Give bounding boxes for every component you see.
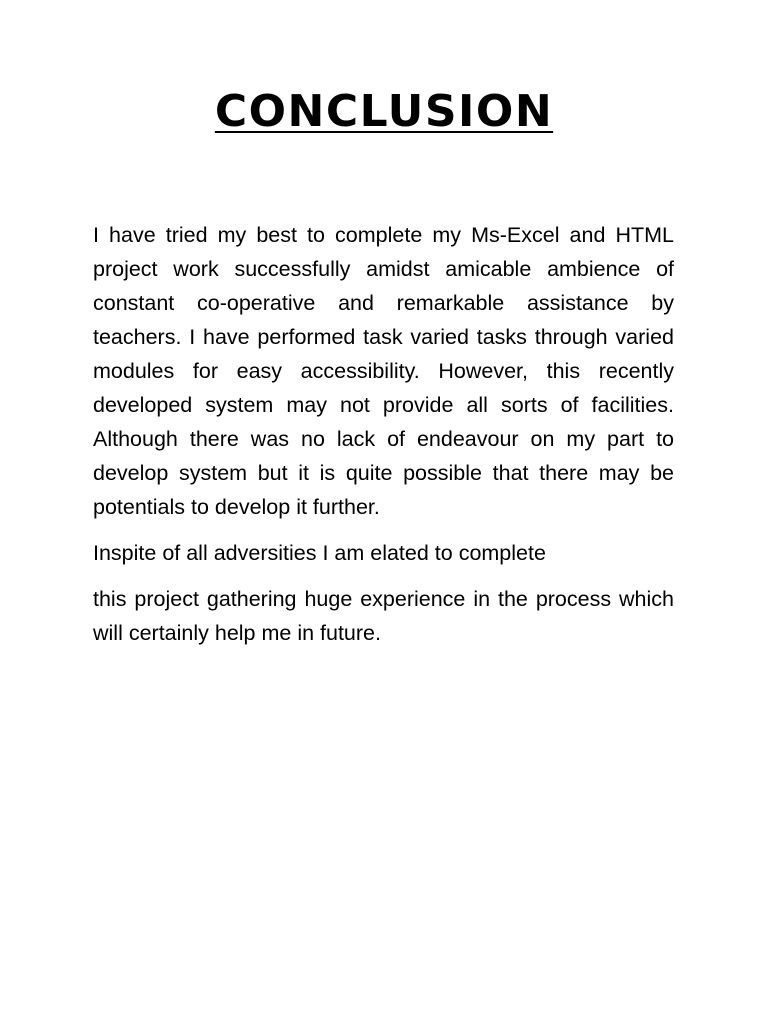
paragraph-2: Inspite of all adversities I am elated to complete [93,541,546,565]
page-title-text: CONCLUSION [214,86,554,137]
page-title [0,84,768,140]
paragraph-3: this project gathering huge experience in the process which will certainly help me in future. [93,587,674,645]
conclusion-body [93,218,674,662]
paragraph-1: I have tried my best to complete my Ms-Excel and HTML project work successfully amidst amicable ambience of constant co-operative and remarkable assistance by teachers. I have performed task varied tasks through varied modules for easy accessibility. However, this recently developed system may not provide all sorts of facilities. Although there was no lack of endeavour on my part to develop system but it is quite possible that there may be potentials to develop it further. [93,223,674,519]
